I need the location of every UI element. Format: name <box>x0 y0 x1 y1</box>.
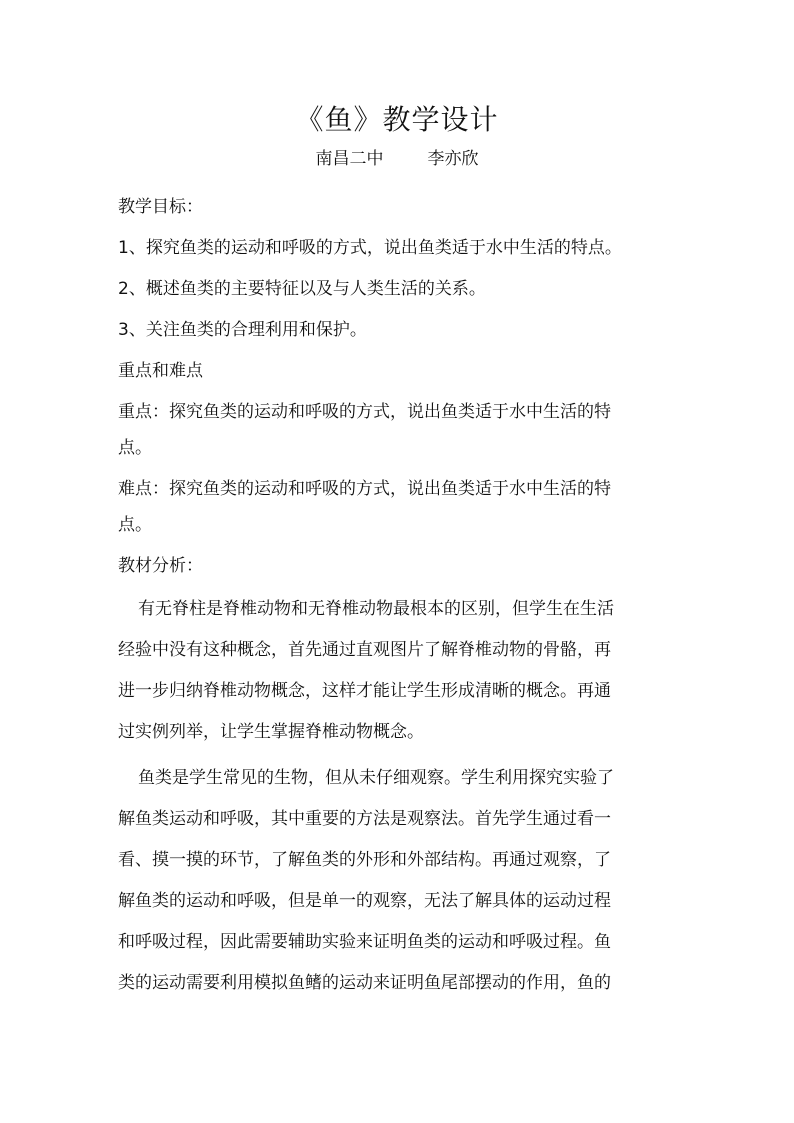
analysis-paragraph-2 <box>118 758 678 1004</box>
paragraph-line: 过实例列举，让学生掌握脊椎动物概念。 <box>118 722 424 742</box>
objective-item: 2、概述鱼类的主要特征以及与人类生活的关系。 <box>118 279 486 299</box>
paragraph-line: 看、摸一摸的环节，了解鱼类的外形和外部结构。再通过观察，了 <box>118 850 611 870</box>
paragraph-line: 解鱼类运动和呼吸，其中重要的方法是观察法。首先学生通过看一 <box>118 809 611 829</box>
paragraph-line: 经验中没有这种概念，首先通过直观图片了解脊椎动物的骨骼，再 <box>118 640 611 660</box>
author-name: 李亦欣 <box>427 149 479 169</box>
paragraph-line: 类的运动需要利用模拟鱼鳍的运动来证明鱼尾部摆动的作用，鱼的 <box>118 973 611 993</box>
school-name: 南昌二中 <box>315 149 384 169</box>
paragraph-line: 解鱼类的运动和呼吸，但是单一的观察，无法了解具体的运动过程 <box>118 891 611 911</box>
objective-item: 1、探究鱼类的运动和呼吸的方式，说出鱼类适于水中生活的特点。 <box>118 238 622 258</box>
byline <box>0 146 794 172</box>
objectives-heading: 教学目标： <box>118 197 203 217</box>
paragraph-line: 和呼吸过程，因此需要辅助实验来证明鱼类的运动和呼吸过程。鱼 <box>118 932 611 952</box>
document-title: 《鱼》教学设计 <box>295 103 499 136</box>
document-body <box>118 184 678 1004</box>
keypoint-line: 点。 <box>118 438 152 458</box>
paragraph-line: 有无脊柱是脊椎动物和无脊椎动物最根本的区别，但学生在生活 <box>138 599 614 619</box>
difficulty-line: 难点：探究鱼类的运动和呼吸的方式，说出鱼类适于水中生活的特 <box>118 479 611 499</box>
paragraph-line: 进一步归纳脊椎动物概念，这样才能让学生形成清晰的概念。再通 <box>118 681 611 701</box>
difficulty-line: 点。 <box>118 515 152 535</box>
analysis-paragraph-1 <box>118 589 678 753</box>
keypoints-heading: 重点和难点 <box>118 361 203 381</box>
keypoint-line: 重点：探究鱼类的运动和呼吸的方式，说出鱼类适于水中生活的特 <box>118 402 611 422</box>
analysis-heading: 教材分析： <box>118 556 203 576</box>
objective-item: 3、关注鱼类的合理利用和保护。 <box>118 320 367 340</box>
paragraph-line: 鱼类是学生常见的生物，但从未仔细观察。学生利用探究实验了 <box>138 768 614 788</box>
